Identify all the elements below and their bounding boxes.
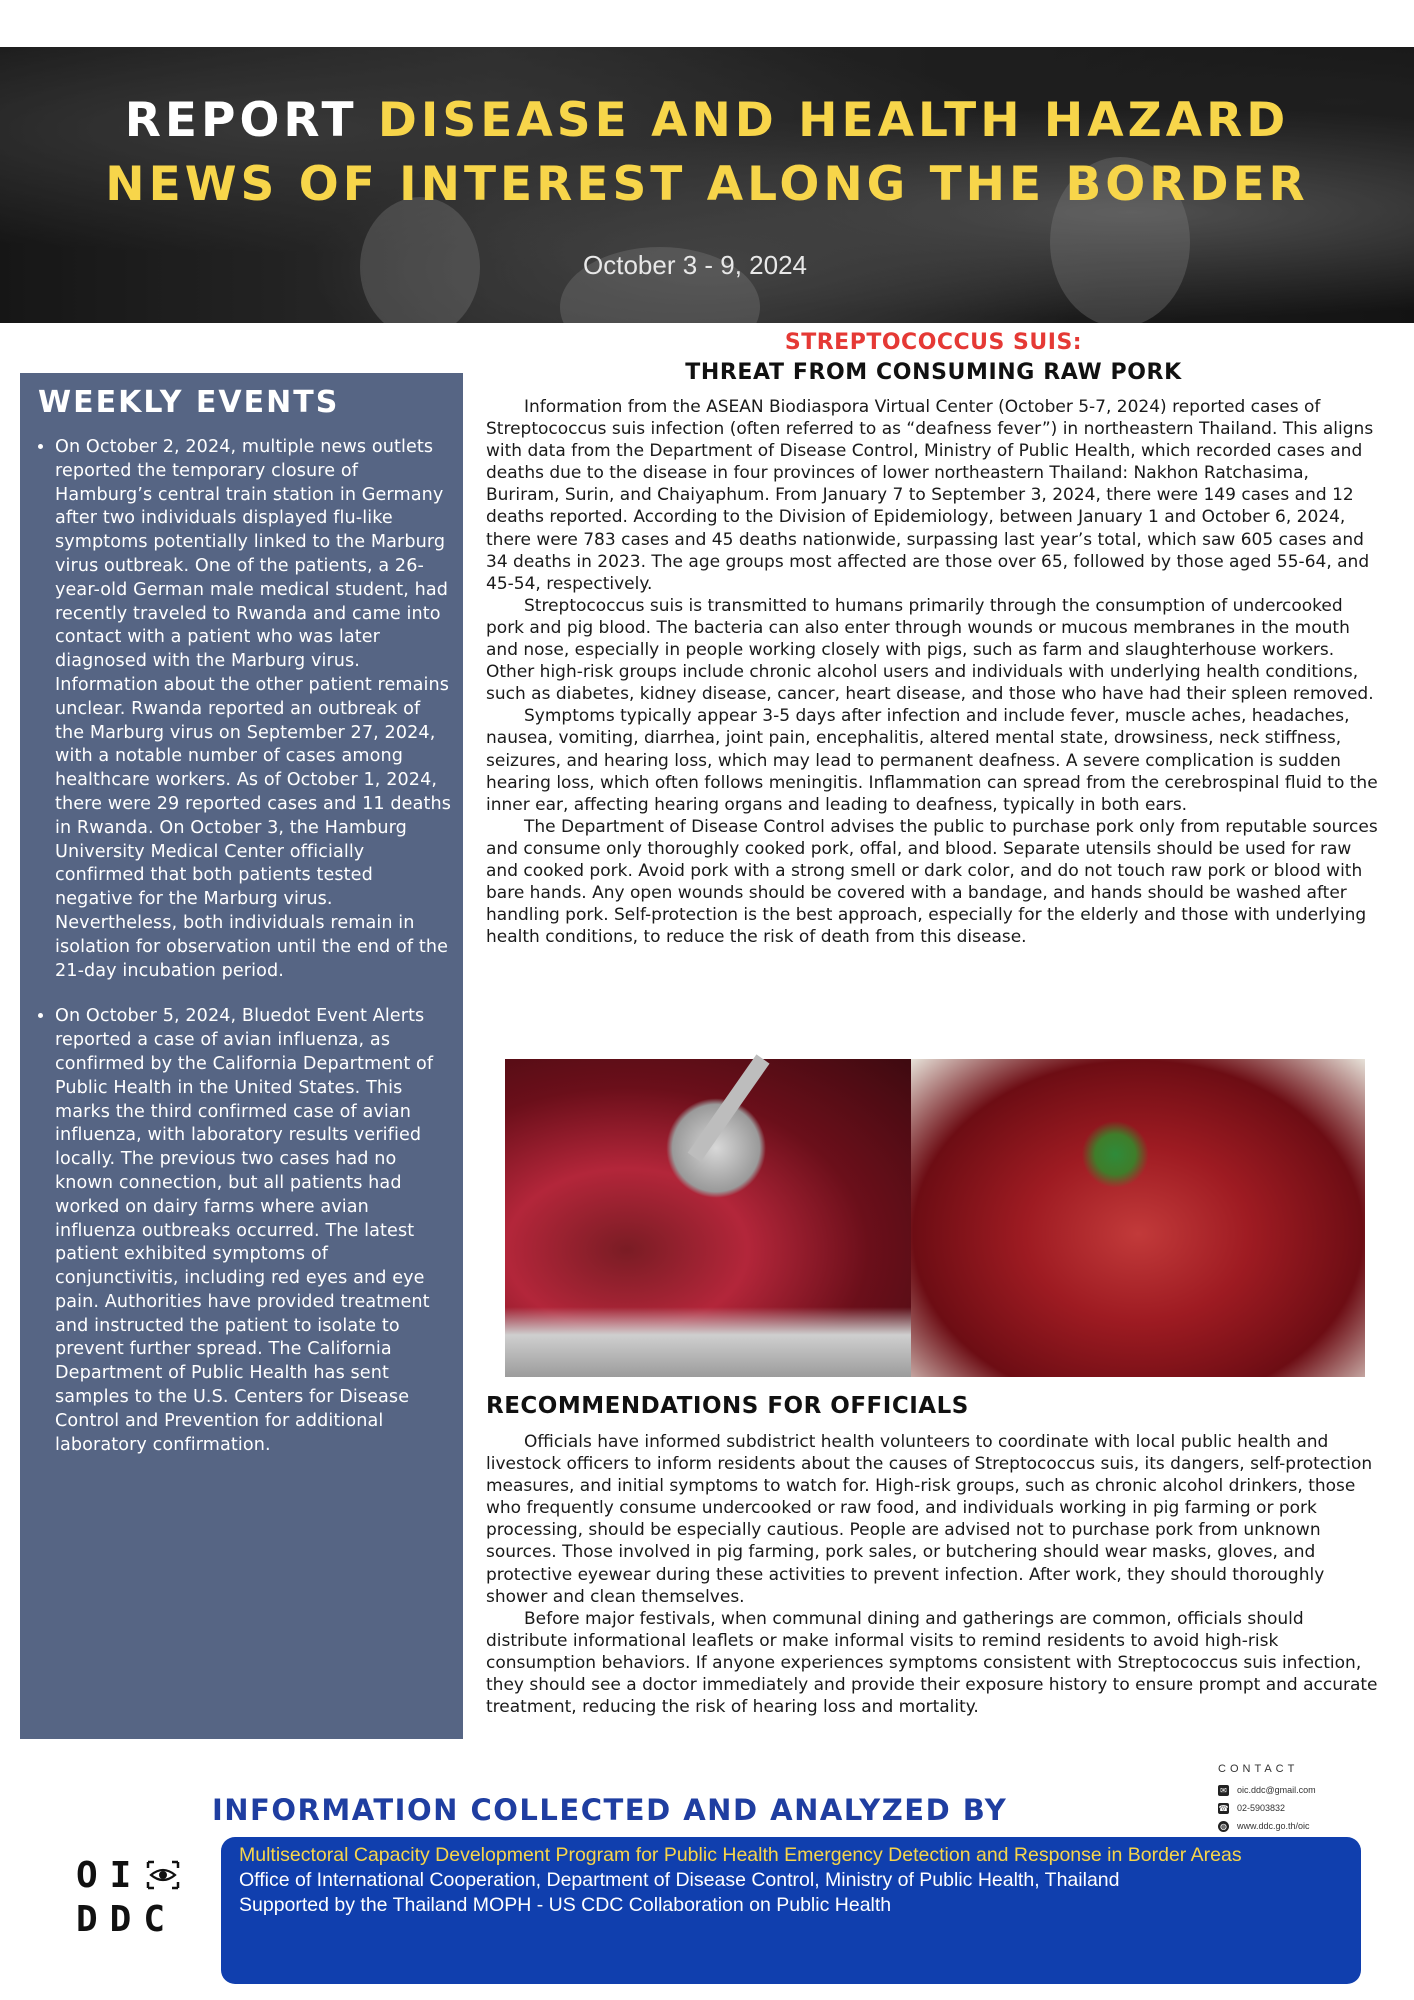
- report-date: October 3 - 9, 2024: [583, 250, 808, 280]
- article-title: THREAT FROM CONSUMING RAW PORK: [685, 360, 1182, 385]
- raw-blood-dish-photo: [911, 1059, 1365, 1377]
- recommendations-body: [486, 1431, 1381, 1718]
- phone-icon: ☎: [1218, 1803, 1229, 1813]
- article-kicker: STREPTOCOCCUS SUIS:: [784, 330, 1083, 355]
- contact-phone[interactable]: 02-5903832: [1237, 1803, 1286, 1813]
- raw-pork-pot-photo: [505, 1059, 911, 1377]
- program-name: Multisectoral Capacity Development Program for Public Health Emergency Detection and Response in Border Areas: [239, 1844, 1242, 1866]
- report-title: [0, 89, 1414, 217]
- weekly-events-heading: WEEKLY EVENTS: [38, 385, 340, 420]
- contact-email-row: [1218, 1781, 1316, 1799]
- weekly-events-list: [38, 436, 453, 1457]
- oic-ddc-logo: [76, 1854, 177, 1942]
- logo-line-1: OI: [76, 1855, 144, 1896]
- main-article: [486, 328, 1381, 948]
- weekly-event-item: • On October 2, 2024, multiple news outlets reported the temporary closure of Hamburg’s central train station in Germany after two individuals displayed flu-like symptoms potentially linked to the Marburg virus outbreak. One of the patients, a 26-year-old German male medical student, had recently traveled to Rwanda and came into contact with a patient who was later diagnosed with the Marburg virus. Information about the other patient remains unclear. Rwanda reported an outbreak of the Marburg virus on September 27, 2024, with a notable number of cases among healthcare workers. As of October 1, 2024, there were 29 reported cases and 11 deaths in Rwanda. On October 3, the Hamburg University Medical Center officially confirmed that both patients tested negative for the Marburg virus. Nevertheless, both individuals remain in isolation for observation until the end of the 21-day incubation period.: [55, 436, 453, 983]
- support-note: Supported by the Thailand MOPH - US CDC Collaboration on Public Health: [239, 1894, 892, 1916]
- article-paragraph: Information from the ASEAN Biodiaspora Virtual Center (October 5-7, 2024) reported cases of Streptococcus suis infection (often referred to as “deafness fever”) in northeastern Thailand. This aligns with data from the Department of Disease Control, Ministry of Public Health, which recorded cases and deaths due to the disease in four provinces of lower northeastern Thailand: Nakhon Ratchasima, Buriram, Surin, and Chaiyaphum. From January 7 to September 3, 2024, there were 149 cases and 12 deaths reported. According to the Division of Epidemiology, between January 1 and October 6, 2024, there were 783 cases and 45 deaths nationwide, surpassing last year’s total, which saw 605 cases and 34 deaths in 2023. The age groups most affected are those over 65, followed by those aged 55-64, and 45-54, respectively.: [486, 397, 1374, 594]
- weekly-event-item: • On October 5, 2024, Bluedot Event Alerts reported a case of avian influenza, as confirmed by the California Department of Public Health in the United States. This marks the third confirmed case of avian influenza, with laboratory results verified locally. The previous two cases had no known connection, but all patients had worked on dairy farms where avian influenza outbreaks occurred. The latest patient exhibited symptoms of conjunctivitis, including red eyes and eye pain. Authorities have provided treatment and instructed the patient to isolate to prevent further spread. The California Department of Public Health has sent samples to the U.S. Centers for Disease Control and Prevention for additional laboratory confirmation.: [55, 1005, 453, 1457]
- contact-website-row: [1218, 1817, 1316, 1835]
- mail-icon: ✉: [1218, 1785, 1229, 1796]
- article-paragraph: Streptococcus suis is transmitted to humans primarily through the consumption of undercooked pork and pig blood. The bacteria can also enter through wounds or mucous membranes in the mouth and nose, especially in people working closely with pigs, such as farm and slaughterhouse workers. Other high-risk groups include chronic alcohol users and individuals with underlying health conditions, such as diabetes, kidney disease, cancer, heart disease, and those who have had their spleen removed.: [486, 595, 1374, 705]
- office-name: Office of International Cooperation, Department of Disease Control, Ministry of Public Health, Thailand: [239, 1869, 1120, 1891]
- article-paragraph: The Department of Disease Control advises the public to purchase pork only from reputable sources and consume only thoroughly cooked pork, offal, and blood. Separate utensils should be used for raw and cooked pork. Avoid pork with a strong smell or dark color, and do not touch raw pork or blood with bare hands. Any open wounds should be covered with a bandage, and hands should be washed after handling pork. Self-protection is the best approach, especially for the elderly and those with underlying health conditions, to reduce the risk of death from this disease.: [486, 816, 1378, 948]
- article-paragraph: Symptoms typically appear 3-5 days after infection and include fever, muscle aches, headaches, nausea, vomiting, diarrhea, joint pain, encephalitis, altered mental state, drowsiness, neck stiffness, seizures, and hearing loss, which may lead to permanent deafness. A severe complication is sudden hearing loss, which often follows meningitis. Inflammation can spread from the cerebrospinal fluid to the inner ear, affecting hearing organs and leading to deafness, typically in both ears.: [486, 706, 1378, 815]
- recommendations-heading: RECOMMENDATIONS FOR OFFICIALS: [486, 1393, 969, 1419]
- contact-label: CONTACT: [1218, 1763, 1299, 1775]
- contact-phone-row: [1218, 1799, 1316, 1817]
- header-banner: [0, 47, 1414, 323]
- title-report-word: REPORT: [124, 93, 358, 148]
- recommendations-paragraph: Before major festivals, when communal dining and gatherings are common, officials should distribute informational leaflets or make informal visits to remind residents to avoid high-risk consumption behaviors. If anyone experiences symptoms consistent with Streptococcus suis infection, they should see a doctor immediately and provide their exposure history to ensure prompt and accurate treatment, reducing the risk of hearing loss and mortality.: [486, 1608, 1378, 1718]
- weekly-events-panel: [20, 373, 463, 1739]
- title-line-1: DISEASE AND HEALTH HAZARD: [377, 93, 1290, 148]
- logo-line-2: DDC: [76, 1899, 178, 1940]
- contact-website[interactable]: www.ddc.go.th/oic: [1237, 1821, 1310, 1831]
- raw-pork-dish-photos: [505, 1059, 1365, 1377]
- globe-icon: ◍: [1218, 1821, 1229, 1832]
- recommendations-paragraph: Officials have informed subdistrict health volunteers to coordinate with local public health and livestock officers to inform residents about the causes of Streptococcus suis, its dangers, self-protection measures, and initial symptoms to watch for. High-risk groups, such as chronic alcohol drinkers, those who frequently consume undercooked or raw food, and individuals working in pig farming or pork processing, should be especially cautious. People are advised not to purchase pork from unknown sources. Those involved in pig farming, pork sales, or butchering should wear masks, gloves, and protective eyewear during these activities to prevent infection. After work, they should thoroughly shower and clean themselves.: [486, 1432, 1373, 1607]
- contact-email[interactable]: oic.ddc@gmail.com: [1237, 1785, 1316, 1795]
- eye-icon: [146, 1860, 180, 1890]
- title-line-2: NEWS OF INTEREST ALONG THE BORDER: [105, 157, 1309, 212]
- collected-by-heading: INFORMATION COLLECTED AND ANALYZED BY: [212, 1793, 1008, 1827]
- footer-credits-box: [221, 1837, 1361, 1984]
- contact-block: [1218, 1763, 1316, 1835]
